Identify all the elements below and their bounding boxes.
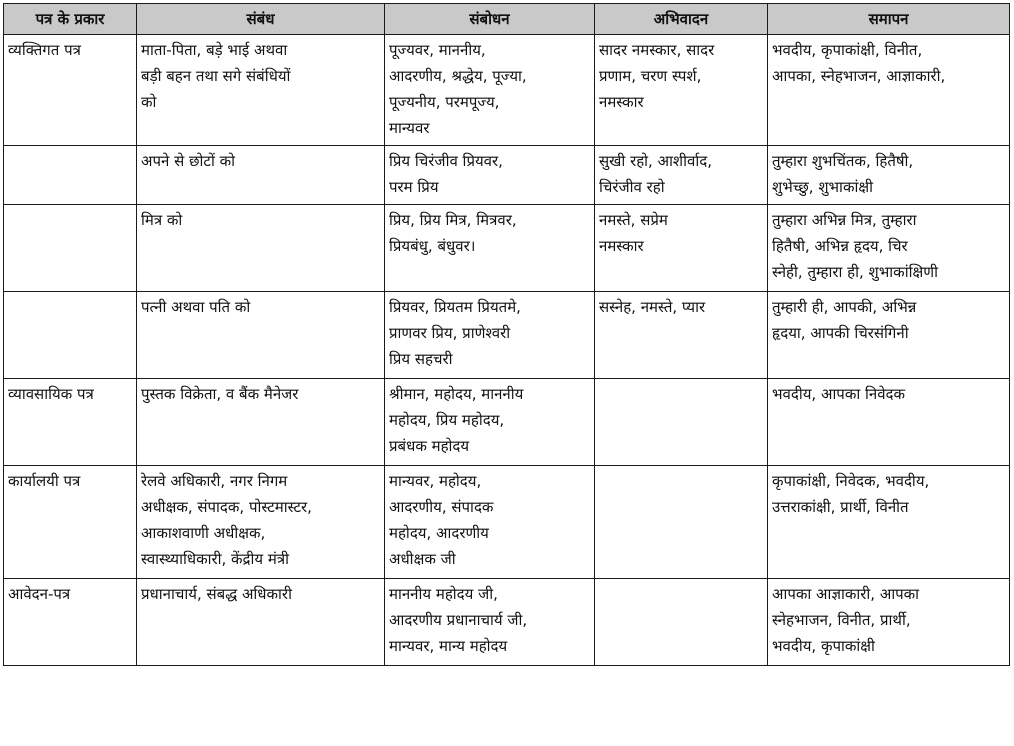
relation-text-line: प्रधानाचार्य, संबद्ध अधिकारी: [141, 585, 292, 603]
relation-cell: [137, 35, 385, 146]
salutation-text-line: प्रिय चिरंजीव प्रियवर,: [389, 152, 503, 170]
greeting-text-line: प्रणाम, चरण स्पर्श,: [599, 67, 702, 85]
letter-type-text-line: कार्यालयी पत्र: [8, 472, 81, 490]
relation-text-line: पुस्तक विक्रेता, व बैंक मैनेजर: [141, 385, 299, 403]
closing-text-line: हितैषी, अभिन्न हृदय, चिर: [772, 237, 908, 255]
letter-type-cell: [4, 466, 137, 579]
relation-text-line: अपने से छोटों को: [141, 152, 235, 170]
greeting-cell: [595, 379, 768, 466]
closing-text-line: तुम्हारा शुभचिंतक, हितैषी,: [772, 152, 914, 170]
closing-text-line: तुम्हारी ही, आपकी, अभिन्न: [772, 298, 917, 316]
closing-text-line: भवदीय, आपका निवेदक: [772, 385, 906, 403]
table-body: [4, 35, 1010, 666]
letter-type-cell: [4, 579, 137, 666]
salutation-text-line: आदरणीय प्रधानाचार्य जी,: [389, 611, 528, 629]
salutation-text-line: मान्यवर, मान्य महोदय: [389, 637, 508, 655]
salutation-text-line: माननीय महोदय जी,: [389, 585, 498, 603]
greeting-text-line: नमस्ते, सप्रेम: [599, 211, 668, 229]
salutation-cell: [385, 379, 595, 466]
closing-cell: [768, 466, 1010, 579]
salutation-text-line: प्रिय, प्रिय मित्र, मित्रवर,: [389, 211, 517, 229]
letter-type-text-line: व्यावसायिक पत्र: [8, 385, 94, 403]
relation-text-line: मित्र को: [141, 211, 183, 229]
header-relation: संबंध: [137, 4, 385, 35]
closing-text-line: भवदीय, कृपाकांक्षी, विनीत,: [772, 41, 923, 59]
letter-type-text-line: व्यक्तिगत पत्र: [8, 41, 81, 59]
greeting-text-line: सादर नमस्कार, सादर: [599, 41, 715, 59]
table-row: [4, 146, 1010, 205]
greeting-cell: [595, 292, 768, 379]
salutation-cell: [385, 466, 595, 579]
salutation-cell: [385, 205, 595, 292]
table-row: [4, 205, 1010, 292]
salutation-text-line: अधीक्षक जी: [389, 550, 456, 568]
closing-cell: [768, 205, 1010, 292]
relation-cell: [137, 579, 385, 666]
letter-type-cell: [4, 205, 137, 292]
salutation-text-line: आदरणीय, श्रद्धेय, पूज्या,: [389, 67, 527, 85]
closing-text-line: हृदया, आपकी चिरसंगिनी: [772, 324, 909, 342]
relation-text-line: अधीक्षक, संपादक, पोस्टमास्टर,: [141, 498, 312, 516]
relation-text-line: पत्नी अथवा पति को: [141, 298, 251, 316]
closing-text-line: कृपाकांक्षी, निवेदक, भवदीय,: [772, 472, 930, 490]
salutation-text-line: मान्यवर: [389, 119, 430, 137]
letter-format-table-wrapper: [3, 3, 1010, 666]
salutation-text-line: पूज्यवर, माननीय,: [389, 41, 486, 59]
closing-text-line: भवदीय, कृपाकांक्षी: [772, 637, 875, 655]
closing-cell: [768, 35, 1010, 146]
closing-text-line: आपका, स्नेहभाजन, आज्ञाकारी,: [772, 67, 946, 85]
salutation-text-line: महोदय, प्रिय महोदय,: [389, 411, 505, 429]
letter-format-table: [3, 3, 1010, 666]
salutation-text-line: महोदय, आदरणीय: [389, 524, 489, 542]
closing-text-line: शुभेच्छु, शुभाकांक्षी: [772, 178, 873, 196]
closing-cell: [768, 379, 1010, 466]
letter-type-cell: [4, 292, 137, 379]
letter-type-cell: [4, 379, 137, 466]
header-closing: समापन: [768, 4, 1010, 35]
header-letter-type: पत्र के प्रकार: [4, 4, 137, 35]
salutation-text-line: प्रबंधक महोदय: [389, 437, 470, 455]
greeting-cell: [595, 579, 768, 666]
relation-cell: [137, 466, 385, 579]
header-salutation: संबोधन: [385, 4, 595, 35]
letter-type-cell: [4, 35, 137, 146]
salutation-text-line: पूज्यनीय, परमपूज्य,: [389, 93, 500, 111]
letter-type-cell: [4, 146, 137, 205]
salutation-text-line: प्रियबंधु, बंधुवर।: [389, 237, 476, 255]
salutation-text-line: प्राणवर प्रिय, प्राणेश्वरी: [389, 324, 511, 342]
relation-text-line: आकाशवाणी अधीक्षक,: [141, 524, 266, 542]
greeting-cell: [595, 205, 768, 292]
table-row: [4, 579, 1010, 666]
relation-text-line: को: [141, 93, 157, 111]
header-greeting: अभिवादन: [595, 4, 768, 35]
salutation-cell: [385, 579, 595, 666]
table-row: [4, 292, 1010, 379]
salutation-text-line: मान्यवर, महोदय,: [389, 472, 482, 490]
salutation-text-line: परम प्रिय: [389, 178, 439, 196]
salutation-text-line: आदरणीय, संपादक: [389, 498, 494, 516]
relation-text-line: रेलवे अधिकारी, नगर निगम: [141, 472, 288, 490]
relation-cell: [137, 146, 385, 205]
salutation-text-line: श्रीमान, महोदय, माननीय: [389, 385, 524, 403]
salutation-text-line: प्रिय सहचरी: [389, 350, 453, 368]
salutation-cell: [385, 35, 595, 146]
closing-text-line: स्नेहभाजन, विनीत, प्रार्थी,: [772, 611, 911, 629]
table-row: [4, 379, 1010, 466]
relation-text-line: बड़ी बहन तथा सगे संबंधियों: [141, 67, 291, 85]
relation-cell: [137, 205, 385, 292]
relation-text-line: स्वास्थ्याधिकारी, केंद्रीय मंत्री: [141, 550, 290, 568]
closing-cell: [768, 579, 1010, 666]
table-row: [4, 466, 1010, 579]
salutation-cell: [385, 292, 595, 379]
table-row: [4, 35, 1010, 146]
relation-cell: [137, 292, 385, 379]
closing-cell: [768, 146, 1010, 205]
closing-text-line: तुम्हारा अभिन्न मित्र, तुम्हारा: [772, 211, 917, 229]
greeting-cell: [595, 35, 768, 146]
closing-text-line: स्नेही, तुम्हारा ही, शुभाकांक्षिणी: [772, 263, 938, 281]
letter-type-text-line: आवेदन-पत्र: [8, 585, 71, 603]
closing-cell: [768, 292, 1010, 379]
closing-text-line: आपका आज्ञाकारी, आपका: [772, 585, 920, 603]
relation-text-line: माता-पिता, बड़े भाई अथवा: [141, 41, 288, 59]
greeting-cell: [595, 466, 768, 579]
salutation-cell: [385, 146, 595, 205]
greeting-text-line: सस्नेह, नमस्ते, प्यार: [599, 298, 706, 316]
greeting-text-line: नमस्कार: [599, 237, 644, 255]
greeting-cell: [595, 146, 768, 205]
greeting-text-line: सुखी रहो, आशीर्वाद,: [599, 152, 712, 170]
closing-text-line: उत्तराकांक्षी, प्रार्थी, विनीत: [772, 498, 909, 516]
greeting-text-line: चिरंजीव रहो: [599, 178, 665, 196]
relation-cell: [137, 379, 385, 466]
greeting-text-line: नमस्कार: [599, 93, 644, 111]
table-header-row: [4, 4, 1010, 35]
salutation-text-line: प्रियवर, प्रियतम प्रियतमे,: [389, 298, 521, 316]
